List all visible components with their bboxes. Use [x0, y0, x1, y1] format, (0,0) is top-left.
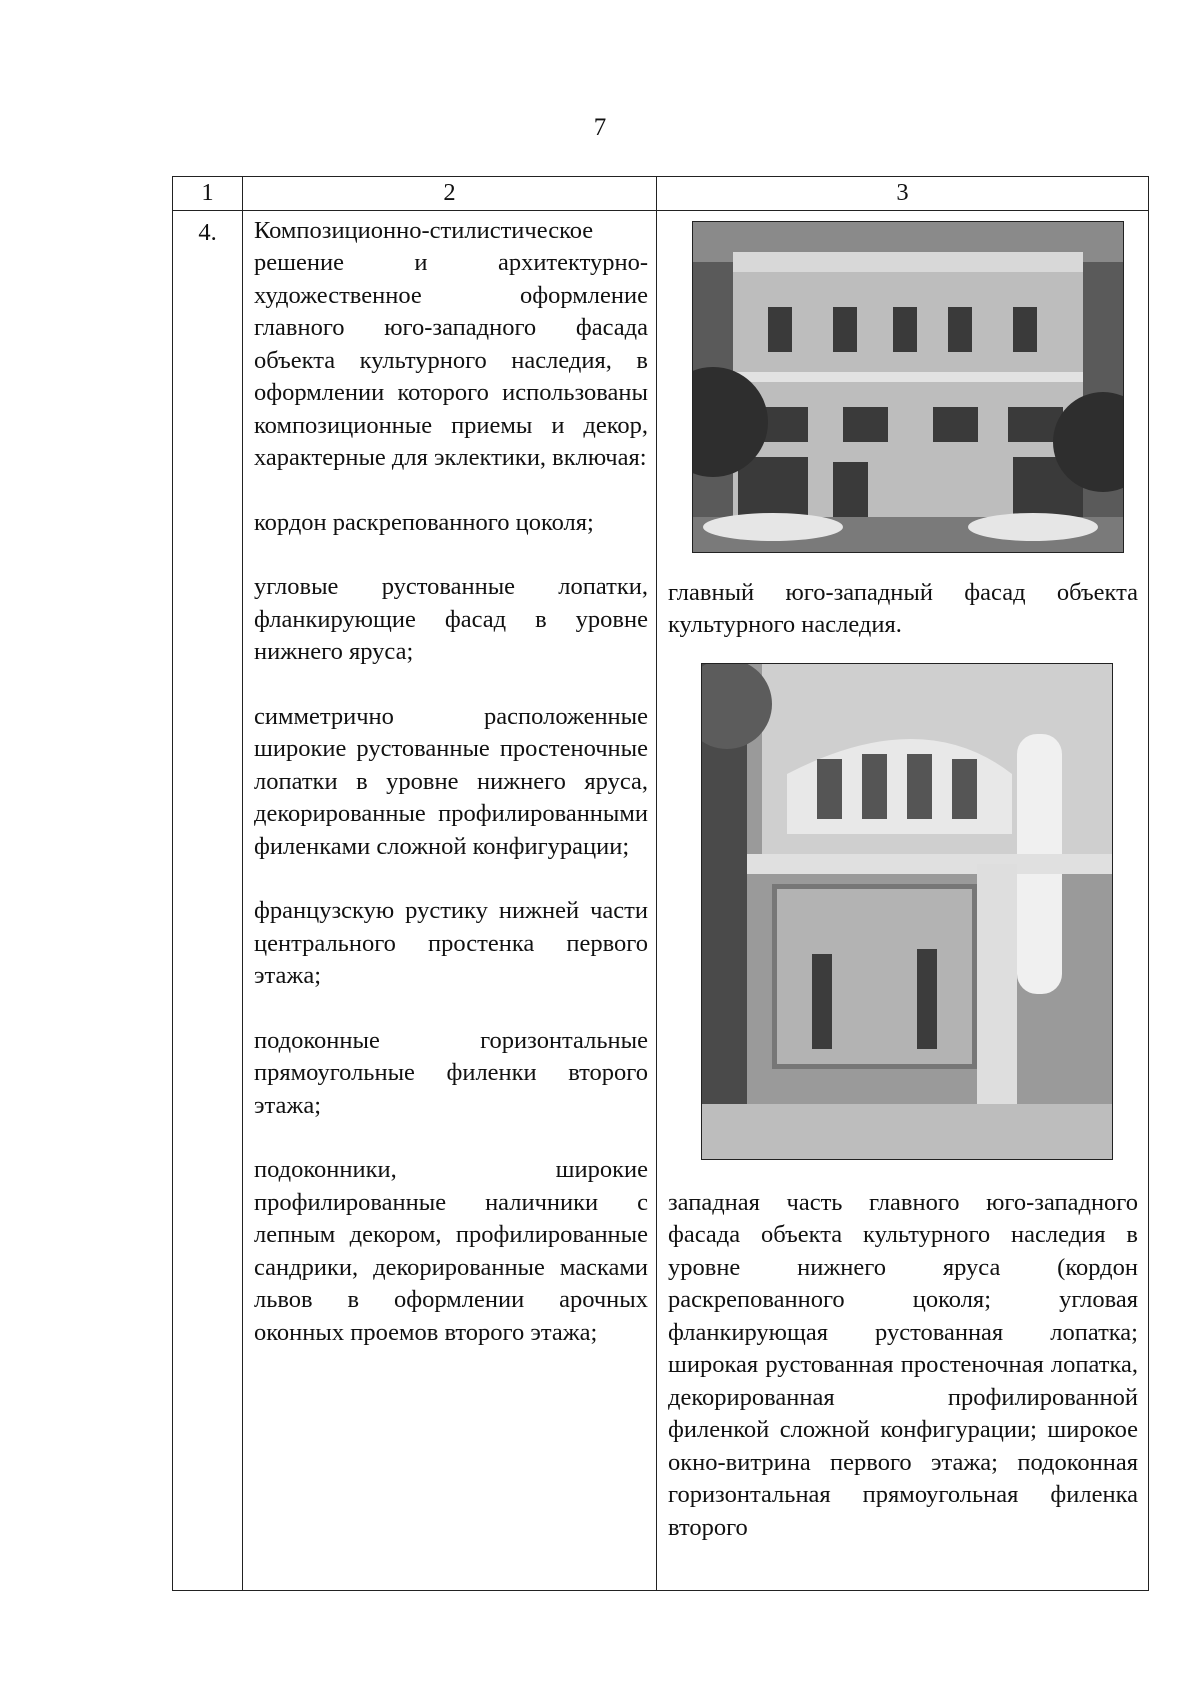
storefront-photo	[701, 663, 1113, 1160]
header-col-3: 3	[657, 177, 1149, 211]
header-col-1: 1	[173, 177, 243, 211]
list-item: подоконники, широкие профилированные наличники с лепным декором, профилированные сандрики, декорированные масками львов в оформлении арочных оконных проемов второго этажа;	[254, 1156, 648, 1346]
header-col-2: 2	[243, 177, 657, 211]
row-number: 4.	[173, 210, 243, 1590]
illustration-cell	[657, 210, 1149, 1590]
list-item: угловые рустованные лопатки, фланкирующие фасад в уровне нижнего яруса;	[254, 573, 648, 665]
facade-photo	[692, 221, 1124, 553]
page-number: 7	[593, 114, 607, 141]
list-item: французскую рустику нижней части центрального простенка первого этажа;	[254, 897, 648, 989]
description-cell	[243, 210, 657, 1590]
photo-caption: главный юго-западный фасад объекта культурного наследия.	[668, 578, 1138, 638]
description-table	[172, 176, 1149, 1591]
list-item: подоконные горизонтальные прямоугольные филенки второго этажа;	[254, 1026, 648, 1119]
list-item: симметрично расположенные широкие рустованные простеночные лопатки в уровне нижнего яруса, декорированные профилированными филенками сложной конфигурации;	[254, 702, 648, 860]
table-header-row	[173, 177, 1149, 211]
intro-text: Композиционно-стилистическое решение и архитектурно-художественное оформление главного юго-западного фасада объекта культурного наследия, в оформлении которого использованы композиционные приемы и декор, характерные для эклектики, включая:	[254, 216, 648, 471]
photo-caption: западная часть главного юго-западного фасада объекта культурного наследия в уровне нижнего яруса (кордон раскрепованного цоколя; угловая фланкирующая рустованная лопатка; широкая рустованная простеночная лопатка, декорированная профилированной филенкой сложной конфигурации; широкое окно-витрина первого этажа; подоконная горизонтальная прямоугольная филенка второго	[668, 1188, 1138, 1541]
table-row	[173, 210, 1149, 1590]
list-item: кордон раскрепованного цоколя;	[254, 508, 594, 536]
